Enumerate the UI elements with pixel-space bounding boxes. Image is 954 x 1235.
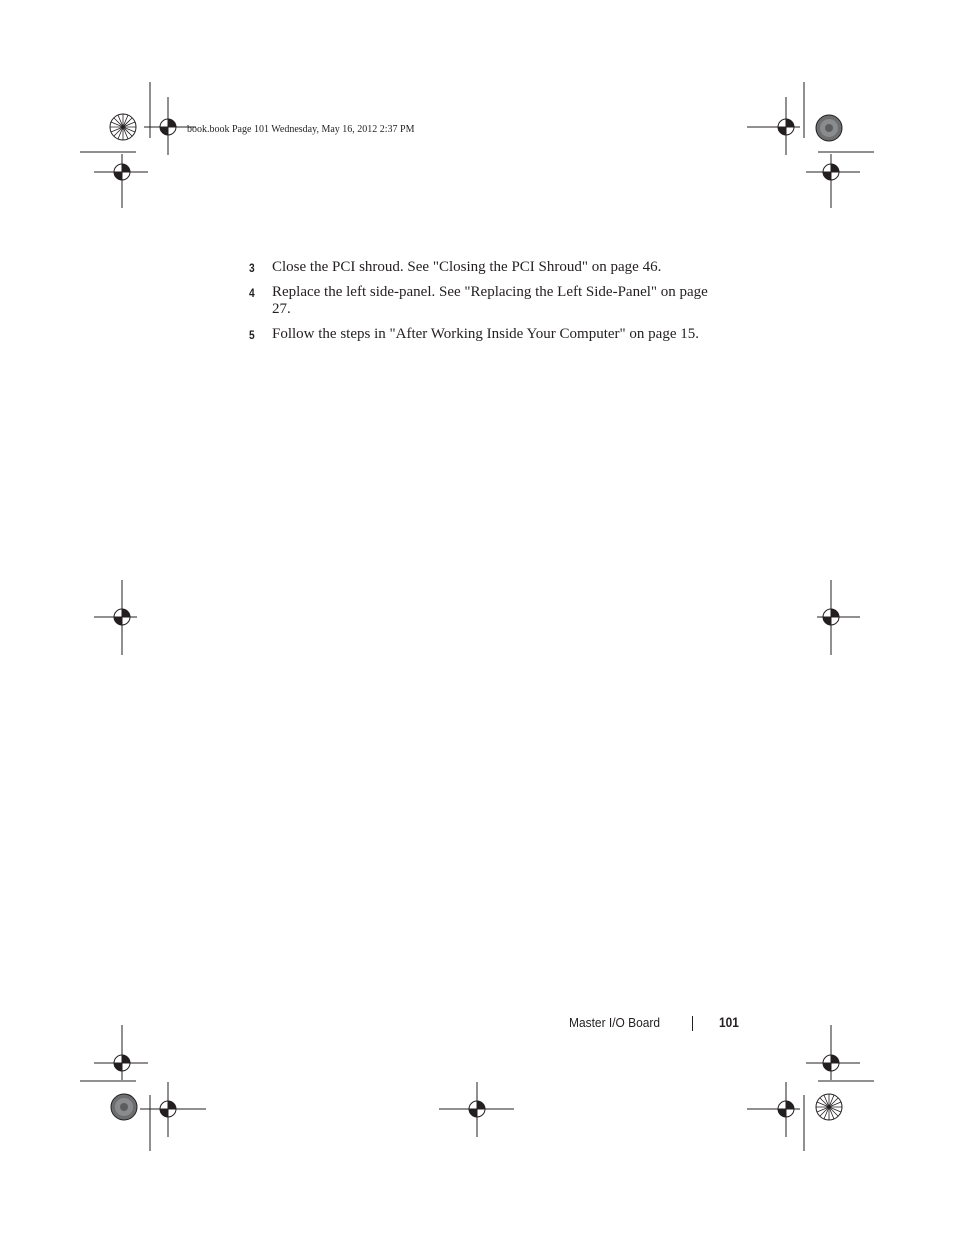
crop-mark-bottom-right: [747, 1025, 874, 1151]
procedure-steps: [249, 259, 719, 351]
color-target-top-left-icon: [110, 114, 136, 140]
step-item: [249, 259, 719, 276]
crop-mark-top-left: [80, 82, 196, 208]
page-number: 101: [719, 1014, 739, 1030]
registration-crosshair-icon: [114, 164, 130, 180]
print-slug-line: book.book Page 101 Wednesday, May 16, 2012 2:37 PM: [187, 124, 415, 135]
step-number: 4: [249, 286, 255, 300]
color-target-bottom-right-icon: [816, 1094, 842, 1120]
crop-mark-top-right: [747, 82, 874, 208]
step-number: 5: [249, 328, 255, 342]
color-target-bottom-left-icon: [111, 1094, 137, 1120]
registration-crosshair-icon: [823, 609, 839, 625]
registration-crosshair-icon: [823, 1055, 839, 1071]
registration-crosshair-icon: [469, 1101, 485, 1117]
step-text: Replace the left side-panel. See "Replacing the Left Side-Panel" on page 27.: [272, 284, 708, 317]
registration-crosshair-icon: [778, 119, 794, 135]
registration-crosshair-icon: [114, 609, 130, 625]
footer-section-title: Master I/O Board: [569, 1015, 661, 1030]
registration-crosshair-icon: [778, 1101, 794, 1117]
step-item: [249, 284, 719, 318]
registration-crosshair-icon: [114, 1055, 130, 1071]
registration-crosshair-icon: [160, 119, 176, 135]
step-text: Close the PCI shroud. See "Closing the PCI Shroud" on page 46.: [272, 259, 662, 275]
registration-crosshair-icon: [160, 1101, 176, 1117]
step-item: [249, 326, 719, 343]
registration-crosshair-icon: [823, 164, 839, 180]
crop-mark-bottom-left: [80, 1025, 206, 1151]
step-text: Follow the steps in "After Working Inside Your Computer" on page 15.: [272, 326, 699, 342]
color-target-top-right-icon: [816, 115, 842, 141]
step-number: 3: [249, 261, 255, 275]
footer-divider: [692, 1016, 693, 1031]
